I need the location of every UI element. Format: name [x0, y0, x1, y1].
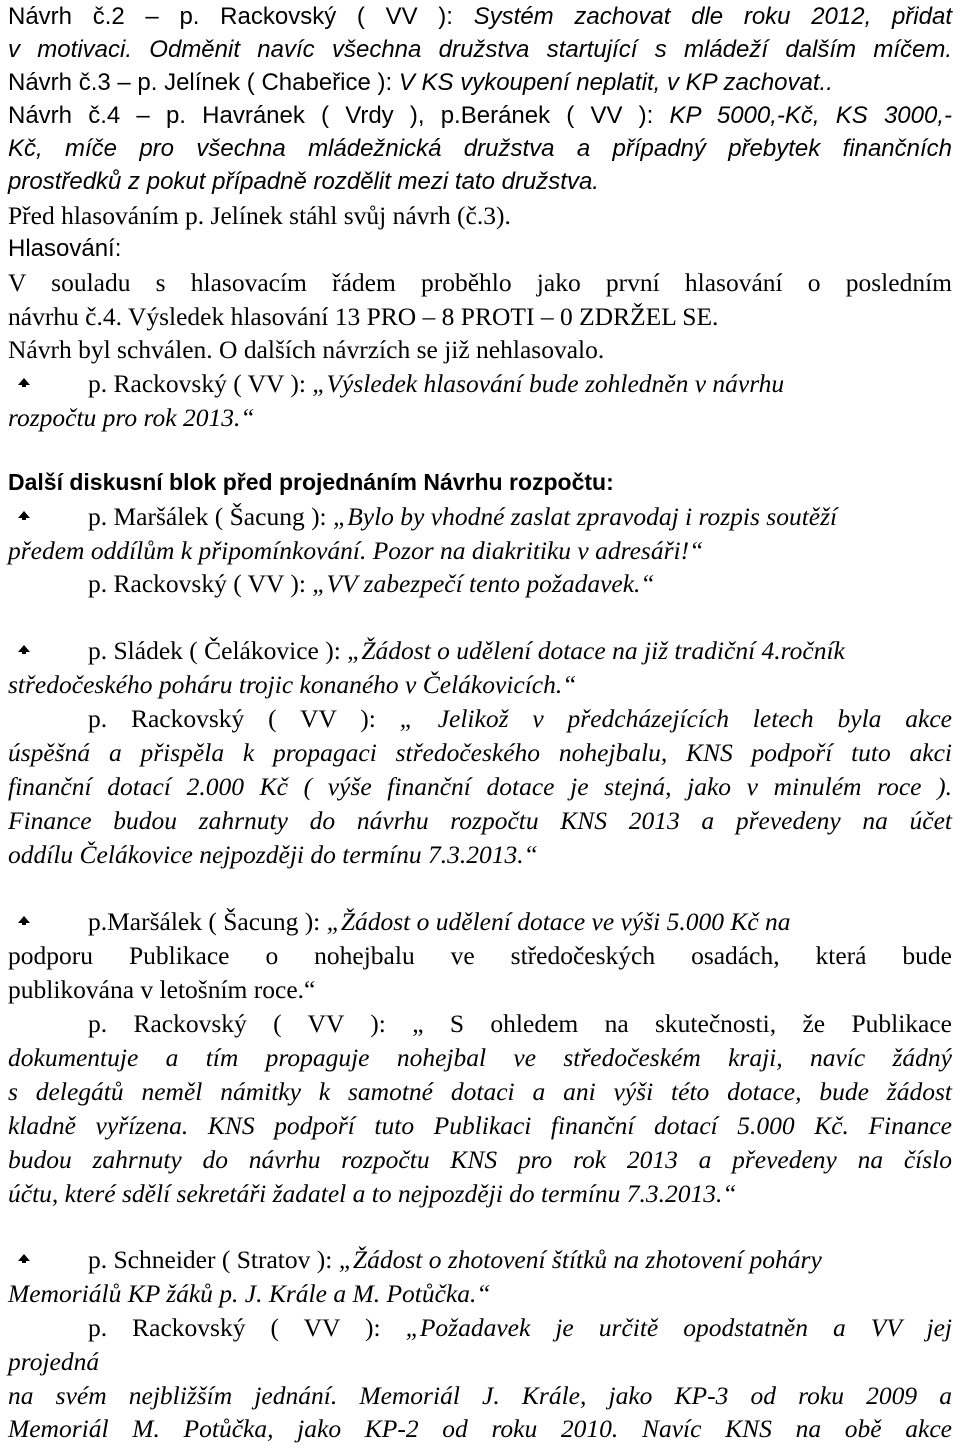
text-line: kladně vyřízena. KNS podpoří tuto Publikaci finanční dotací 5.000 Kč. Finance	[8, 1111, 952, 1140]
text-line: dokumentuje a tím propaguje nohejbal ve středočeském kraji, navíc žádný	[8, 1043, 952, 1072]
text-line: p. Sládek ( Čelákovice ): „Žádost o udělení dotace na již tradiční 4.ročník	[88, 636, 845, 665]
text-line: Návrh byl schválen. O dalších návrzích se již nehlasovalo.	[8, 335, 605, 364]
text-line: p. Rackovský ( VV ): „VV zabezpečí tento požadavek.“	[88, 569, 655, 598]
text-line: Před hlasováním p. Jelínek stáhl svůj návrh (č.3).	[8, 201, 511, 230]
text-line: p.Maršálek ( Šacung ): „Žádost o udělení dotace ve výši 5.000 Kč na	[88, 907, 791, 936]
text-line: s delegátů neměl námitky k samotné dotaci a ani výši této dotace, bude žádost	[8, 1077, 952, 1106]
text-line: p. Rackovský ( VV ): „ S ohledem na skutečnosti, že Publikace	[88, 1009, 953, 1038]
text-line: Návrh č.3 – p. Jelínek ( Chabeřice ): V KS vykoupení neplatit, v KP zachovat..	[8, 69, 833, 96]
bullet-icon	[18, 1254, 30, 1261]
text-line: na svém nejbližším jednání. Memoriál J. Krále, jako KP-3 od roku 2009 a	[8, 1381, 952, 1410]
bullet-icon	[18, 916, 30, 923]
text-line: Hlasování:	[8, 235, 122, 262]
section-heading: Další diskusní blok před projednáním Návrhu rozpočtu:	[8, 469, 614, 495]
bullet-icon	[18, 645, 30, 652]
text-line: Memoriálů KP žáků p. J. Krále a M. Potůčka.“	[8, 1279, 491, 1308]
text-line: p. Maršálek ( Šacung ): „Bylo by vhodné zaslat zpravodaj i rozpis soutěží	[88, 502, 838, 531]
text-line: Finance budou zahrnuty do návrhu rozpočtu KNS 2013 a převedeny na účet	[8, 806, 952, 835]
text-line: publikována v letošním roce.“	[8, 975, 316, 1004]
text-line: předem oddílům k připomínkování. Pozor na diakritiku v adresáři!“	[8, 536, 704, 565]
text-line: podporu Publikace o nohejbalu ve středočeských osadách, která bude	[8, 941, 952, 970]
text-line: budou zahrnuty do návrhu rozpočtu KNS pro rok 2013 a převedeny na číslo	[8, 1145, 952, 1174]
bullet-icon	[18, 378, 30, 385]
text-line: projedná	[8, 1347, 100, 1376]
text-line: Kč, míče pro všechna mládežnická družstva a případný přebytek finančních	[8, 135, 952, 162]
text-line: účtu, které sdělí sekretáři žadatel a to nejpozději do termínu 7.3.2013.“	[8, 1179, 737, 1208]
text-line: v motivaci. Odměnit navíc všechna družstva startující s mládeží dalším míčem.	[8, 36, 952, 63]
text-line: finanční dotací 2.000 Kč ( výše finanční dotace je stejná, jako v minulém roce ).	[8, 772, 952, 801]
text-line: oddílu Čelákovice nejpozději do termínu 7.3.2013.“	[8, 840, 538, 869]
text-line: Memoriál M. Potůčka, jako KP-2 od roku 2010. Navíc KNS na obě akce	[8, 1414, 952, 1443]
text-line: úspěšná a přispěla k propagaci středočeského nohejbalu, KNS podpoří tuto akci	[8, 738, 952, 767]
text-line: rozpočtu pro rok 2013.“	[8, 403, 255, 432]
text-line: V souladu s hlasovacím řádem proběhlo jako první hlasování o posledním	[8, 268, 952, 297]
text-line: návrhu č.4. Výsledek hlasování 13 PRO – 8 PROTI – 0 ZDRŽEL SE.	[8, 302, 719, 331]
bullet-icon	[18, 511, 30, 518]
text-line: p. Rackovský ( VV ): „ Jelikož v předcházejících letech byla akce	[88, 704, 952, 733]
text-line: prostředků z pokut případně rozdělit mezi tato družstva.	[8, 168, 599, 195]
text-line: p. Rackovský ( VV ): „Výsledek hlasování bude zohledněn v návrhu	[88, 369, 785, 398]
text-line: středočeského poháru trojic konaného v Čelákovicích.“	[8, 670, 577, 699]
text-line: p. Schneider ( Stratov ): „Žádost o zhotovení štítků na zhotovení poháry	[88, 1245, 822, 1274]
text-line: Návrh č.2 – p. Rackovský ( VV ): Systém zachovat dle roku 2012, přidat	[8, 3, 952, 30]
text-line: p. Rackovský ( VV ): „Požadavek je určitě opodstatněn a VV jej	[88, 1313, 953, 1342]
text-line: Návrh č.4 – p. Havránek ( Vrdy ), p.Beránek ( VV ): KP 5000,-Kč, KS 3000,-	[8, 102, 953, 129]
